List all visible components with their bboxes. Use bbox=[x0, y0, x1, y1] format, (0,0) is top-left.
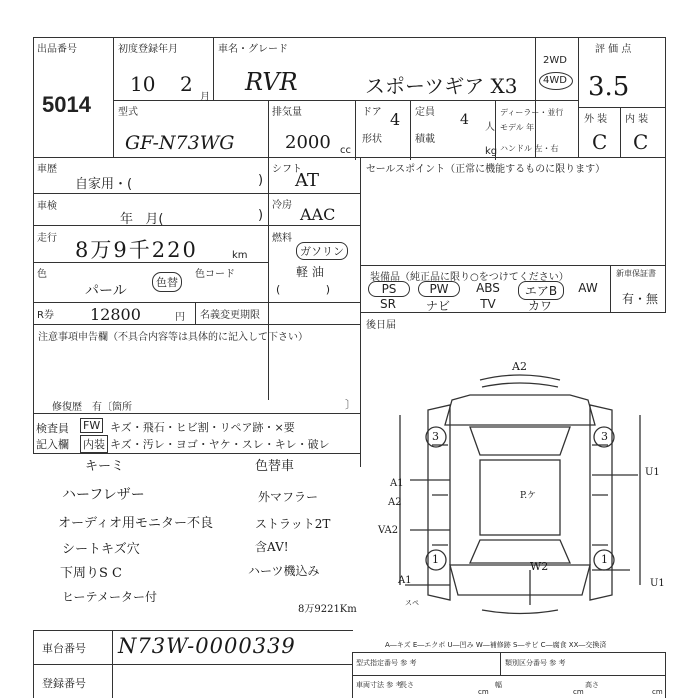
displacement: 2000 bbox=[285, 132, 331, 153]
kg-unit: kg bbox=[485, 146, 498, 157]
lot-number: 5014 bbox=[42, 92, 91, 117]
recycle-label: R券 bbox=[37, 310, 54, 321]
registration-number-label: 登録番号 bbox=[42, 677, 86, 690]
exterior-grade: C bbox=[592, 130, 608, 154]
recycle-value: 12800 bbox=[90, 305, 141, 324]
note-line-6: ヒーテメーター付 bbox=[62, 590, 158, 604]
chassis-number: N73W-0000339 bbox=[118, 634, 296, 658]
car-name-label: 車名・グレード bbox=[218, 44, 288, 55]
car-name: RVR bbox=[245, 68, 298, 96]
mark-left-a2: A2 bbox=[388, 497, 402, 508]
inspection-close-paren: ) bbox=[258, 208, 264, 223]
equip-leather: カワ bbox=[527, 299, 552, 313]
seats-label: 定員 bbox=[415, 107, 435, 118]
same-color-circled: 色替 bbox=[152, 272, 182, 292]
equip-sr: SR bbox=[380, 297, 396, 311]
wheel-mark-fl: 3 bbox=[432, 430, 439, 443]
vehicle-size-label: 車両寸法 参 考 bbox=[356, 681, 403, 689]
type-designation-label: 型式指定番号 参 考 bbox=[356, 659, 417, 667]
equip-navi: ナビ bbox=[425, 299, 450, 313]
caution-label: 注意事項申告欄（不具合内容等は具体的に記入して下さい） bbox=[38, 332, 308, 343]
note-line-2: ハーフレザー bbox=[62, 487, 145, 503]
car-grade: スポーツギア X3 bbox=[365, 74, 518, 98]
handle-label: ハンドル 左・右 bbox=[500, 144, 559, 153]
chassis-label: 車台番号 bbox=[42, 642, 86, 655]
mark-left-va2: VA2 bbox=[378, 525, 399, 536]
damage-legend: A―キズ E―エクボ U―凹み W―補修跡 S―サビ C―腐食 XX―交換済 bbox=[385, 641, 607, 649]
km-unit: km bbox=[232, 250, 248, 261]
note-line-5: 下周りS C bbox=[60, 566, 122, 581]
mark-left-a1: A1 bbox=[390, 478, 404, 489]
wheel-mark-fr: 3 bbox=[601, 430, 608, 443]
equip-airbag: エアB bbox=[518, 281, 564, 300]
interior-items: キズ・汚レ・ヨゴ・ヤケ・スレ・キレ・破レ bbox=[110, 438, 330, 451]
width-label: 幅 bbox=[495, 681, 502, 689]
color-code-label: 色コード bbox=[195, 269, 235, 280]
mileage-label: 走行 bbox=[37, 233, 57, 244]
first-registration-label: 初度登録年月 bbox=[118, 44, 178, 55]
mark-rear-a1: A1 bbox=[398, 575, 412, 586]
inspection-value: 年 月( bbox=[120, 212, 164, 227]
doors: 4 bbox=[390, 110, 401, 129]
yen-unit: 円 bbox=[175, 312, 185, 323]
history-value: 自家用・( bbox=[75, 177, 133, 192]
load-label: 積載 bbox=[415, 134, 435, 145]
color-value: パール bbox=[85, 283, 127, 299]
shift-label: シフト bbox=[272, 164, 302, 175]
mark-front-a2: A2 bbox=[512, 360, 527, 373]
inspection-label: 車検 bbox=[37, 201, 57, 212]
registration-month: 2 bbox=[180, 72, 193, 96]
mark-rear-w2: W2 bbox=[530, 560, 549, 573]
score-label: 評 価 点 bbox=[595, 44, 632, 55]
width-unit: cm bbox=[573, 688, 584, 696]
transfer-label: 名義変更期限 bbox=[200, 310, 260, 321]
doors-label: ドア bbox=[362, 107, 382, 118]
shift-value: AT bbox=[295, 170, 320, 191]
spare-label: スペ bbox=[405, 599, 419, 607]
note-line-4: シートキズ穴 bbox=[62, 542, 140, 557]
registration-year: 10 bbox=[130, 72, 156, 96]
model-code: GF-N73WG bbox=[125, 132, 235, 154]
history-close-paren: ) bbox=[258, 173, 264, 188]
equip-aw: AW bbox=[578, 281, 598, 295]
interior-check-label: 内装 bbox=[80, 435, 108, 453]
exterior-label: 外 装 bbox=[584, 114, 608, 125]
mark-right-u1-b: U1 bbox=[650, 578, 665, 589]
repair-close-bracket: 〕 bbox=[345, 398, 356, 411]
equip-tv: TV bbox=[480, 297, 496, 311]
displacement-label: 排気量 bbox=[272, 107, 302, 118]
model-year-label: モデル 年 bbox=[500, 123, 535, 132]
note-line-3: オーディオ用モニター不良 bbox=[58, 516, 213, 531]
note-line-1: キーミ bbox=[85, 459, 125, 474]
note-right-1: 色替車 bbox=[255, 459, 295, 474]
note-right-4: 含AV! bbox=[255, 540, 289, 554]
score-value: 3.5 bbox=[588, 72, 630, 102]
equip-pw: PW bbox=[418, 281, 460, 297]
warranty-value: 有・無 bbox=[622, 292, 659, 306]
equip-ps: PS bbox=[368, 281, 410, 297]
height-label: 高さ bbox=[585, 681, 599, 689]
drive-2wd: 2WD bbox=[543, 55, 567, 66]
inspector-label-1: 検査員 bbox=[36, 422, 69, 435]
ac-value: AAC bbox=[300, 205, 336, 224]
length-unit: cm bbox=[478, 688, 489, 696]
interior-grade: C bbox=[633, 130, 649, 154]
warranty-label: 新車保証書 bbox=[616, 269, 656, 278]
inspector-label-2: 記入欄 bbox=[36, 438, 69, 451]
repair-history: 修復歴 有〔箇所 bbox=[52, 402, 132, 413]
mark-right-u1-a: U1 bbox=[645, 467, 660, 478]
drive-4wd: 4WD bbox=[543, 75, 567, 86]
seats-unit: 人 bbox=[485, 122, 495, 133]
model-label: 型式 bbox=[118, 107, 138, 118]
equipment-label: 装備品（純正品に限り○をつけてください） bbox=[370, 272, 569, 283]
history-label: 車歴 bbox=[37, 164, 57, 175]
fw-items: キズ・飛石・ヒビ割・リペア跡・×要 bbox=[110, 421, 295, 434]
rear-seat-label: 後日届 bbox=[366, 320, 396, 331]
fuel-label: 燃料 bbox=[272, 233, 292, 244]
ac-label: 冷房 bbox=[272, 200, 292, 211]
mark-roof: P.ケ bbox=[520, 491, 537, 501]
shape-label: 形状 bbox=[362, 134, 382, 145]
mileage-value: 8万9千220 bbox=[75, 238, 198, 262]
cc-unit: cc bbox=[340, 145, 351, 156]
color-label: 色 bbox=[37, 269, 47, 280]
mileage-note: 8万9221Km bbox=[298, 604, 357, 615]
note-right-5: ハーツ機込み bbox=[248, 564, 320, 578]
classification-label: 類別区分番号 参 考 bbox=[505, 659, 566, 667]
note-right-2: 外マフラー bbox=[258, 490, 319, 504]
dealer-label: ディーラー・並行 bbox=[500, 108, 564, 117]
fuel-diesel: 軽 油 bbox=[296, 265, 324, 279]
wheel-mark-rr: 1 bbox=[601, 553, 608, 566]
wheel-mark-rl: 1 bbox=[432, 553, 439, 566]
interior-label: 内 装 bbox=[625, 114, 649, 125]
length-label: 長さ bbox=[400, 681, 414, 689]
lot-number-label: 出品番号 bbox=[37, 44, 77, 55]
fuel-gasoline: ガソリン bbox=[296, 242, 348, 260]
month-unit: 月 bbox=[200, 92, 210, 103]
note-right-3: ストラット2T bbox=[255, 517, 331, 531]
height-unit: cm bbox=[652, 688, 663, 696]
seats: 4 bbox=[460, 112, 469, 128]
equip-abs: ABS bbox=[476, 281, 500, 295]
sales-point-label: セールスポイント（正常に機能するものに限ります） bbox=[366, 164, 606, 175]
fw-label: FW bbox=[80, 418, 103, 433]
fuel-bracket: ( ) bbox=[276, 283, 331, 296]
